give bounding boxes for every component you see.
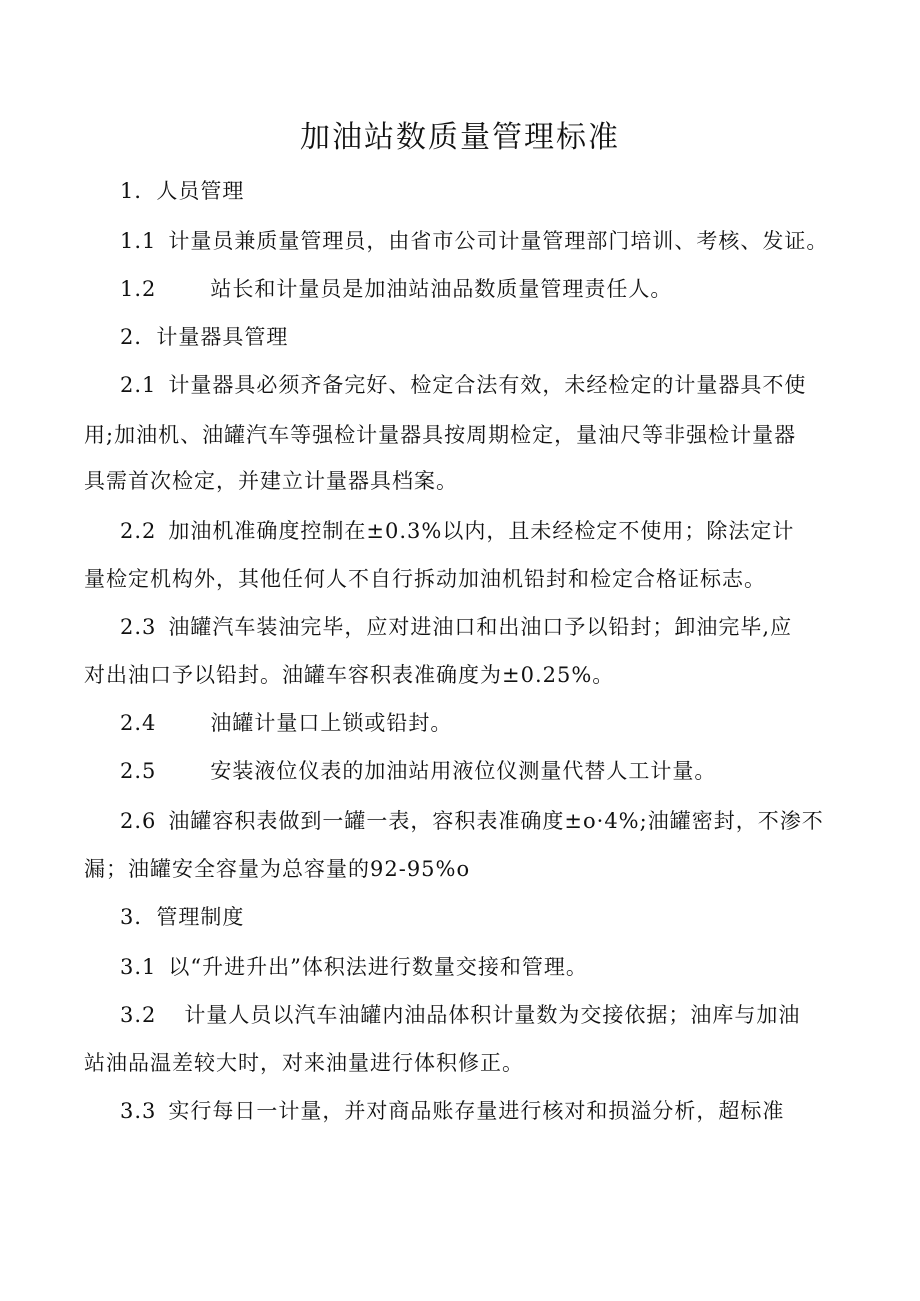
clause-number: 3.3 [120, 1099, 157, 1123]
clause-number: 3.1 [120, 955, 157, 979]
clause-2-3-line-1 [120, 612, 792, 642]
clause-number: 2.3 [120, 615, 157, 639]
clause-text: 油罐容积表做到一罐一表，容积表准确度±o·4%;油罐密封，不渗不 [168, 809, 824, 833]
clause-number: 2.4 [120, 711, 157, 735]
clause-2-2-line-2: 量检定机构外，其他任何人不自行拆动加油机铅封和检定合格证标志。 [84, 567, 766, 591]
section-heading-1: 1．人员管理 [120, 179, 245, 203]
clause-1-2 [120, 274, 672, 304]
clause-2-1-line-1 [120, 370, 806, 400]
clause-text: 计量人员以汽车油罐内油品体积计量数为交接依据；油库与加油 [184, 1003, 801, 1027]
document-title: 加油站数质量管理标准 [300, 120, 620, 155]
clause-number: 2.6 [120, 809, 157, 833]
clause-2-2-line-1 [120, 516, 794, 546]
clause-text: 计量器具必须齐备完好、检定合法有效，未经检定的计量器具不使 [168, 373, 807, 397]
clause-2-1-line-3: 具需首次检定，并建立计量器具档案。 [84, 469, 458, 493]
section-heading-3: 3．管理制度 [120, 905, 245, 929]
clause-text: 实行每日一计量，并对商品账存量进行核对和损溢分析，超标准 [168, 1099, 785, 1123]
clause-text: 油罐汽车装油完毕，应对进油口和出油口予以铅封；卸油完毕,应 [168, 615, 793, 639]
clause-number: 3.2 [120, 1003, 157, 1027]
clause-1-1 [120, 226, 828, 256]
clause-number: 2.2 [120, 519, 157, 543]
clause-3-2-line-2: 站油品温差较大时，对来油量进行体积修正。 [84, 1051, 524, 1075]
clause-text: 计量员兼质量管理员，由省市公司计量管理部门培训、考核、发证。 [168, 229, 829, 253]
clause-2-3-line-2: 对出油口予以铅封。油罐车容积表准确度为±0.25%。 [84, 663, 615, 687]
section-heading-2: 2．计量器具管理 [120, 325, 289, 349]
clause-2-5 [120, 756, 716, 786]
clause-2-4 [120, 708, 452, 738]
clause-number: 1.2 [120, 277, 157, 301]
clause-text: 以“升进升出”体积法进行数量交接和管理。 [168, 955, 588, 979]
clause-number: 2.1 [120, 373, 157, 397]
clause-2-6-line-2: 漏；油罐安全容量为总容量的92-95%o [84, 857, 471, 881]
clause-number: 1.1 [120, 229, 157, 253]
clause-2-1-line-2: 用;加油机、油罐汽车等强检计量器具按周期检定，量油尺等非强检计量器 [84, 423, 797, 447]
clause-3-3 [120, 1096, 784, 1126]
clause-text: 油罐计量口上锁或铅封。 [210, 711, 453, 735]
clause-text: 加油机准确度控制在±0.3%以内，且未经检定不使用；除法定计 [168, 519, 795, 543]
clause-number: 2.5 [120, 759, 157, 783]
clause-2-6-line-1 [120, 806, 824, 836]
clause-3-2-line-1 [120, 1000, 800, 1030]
clause-text: 安装液位仪表的加油站用液位仪测量代替人工计量。 [210, 759, 717, 783]
clause-3-1 [120, 952, 588, 982]
clause-text: 站长和计量员是加油站油品数质量管理责任人。 [210, 277, 673, 301]
